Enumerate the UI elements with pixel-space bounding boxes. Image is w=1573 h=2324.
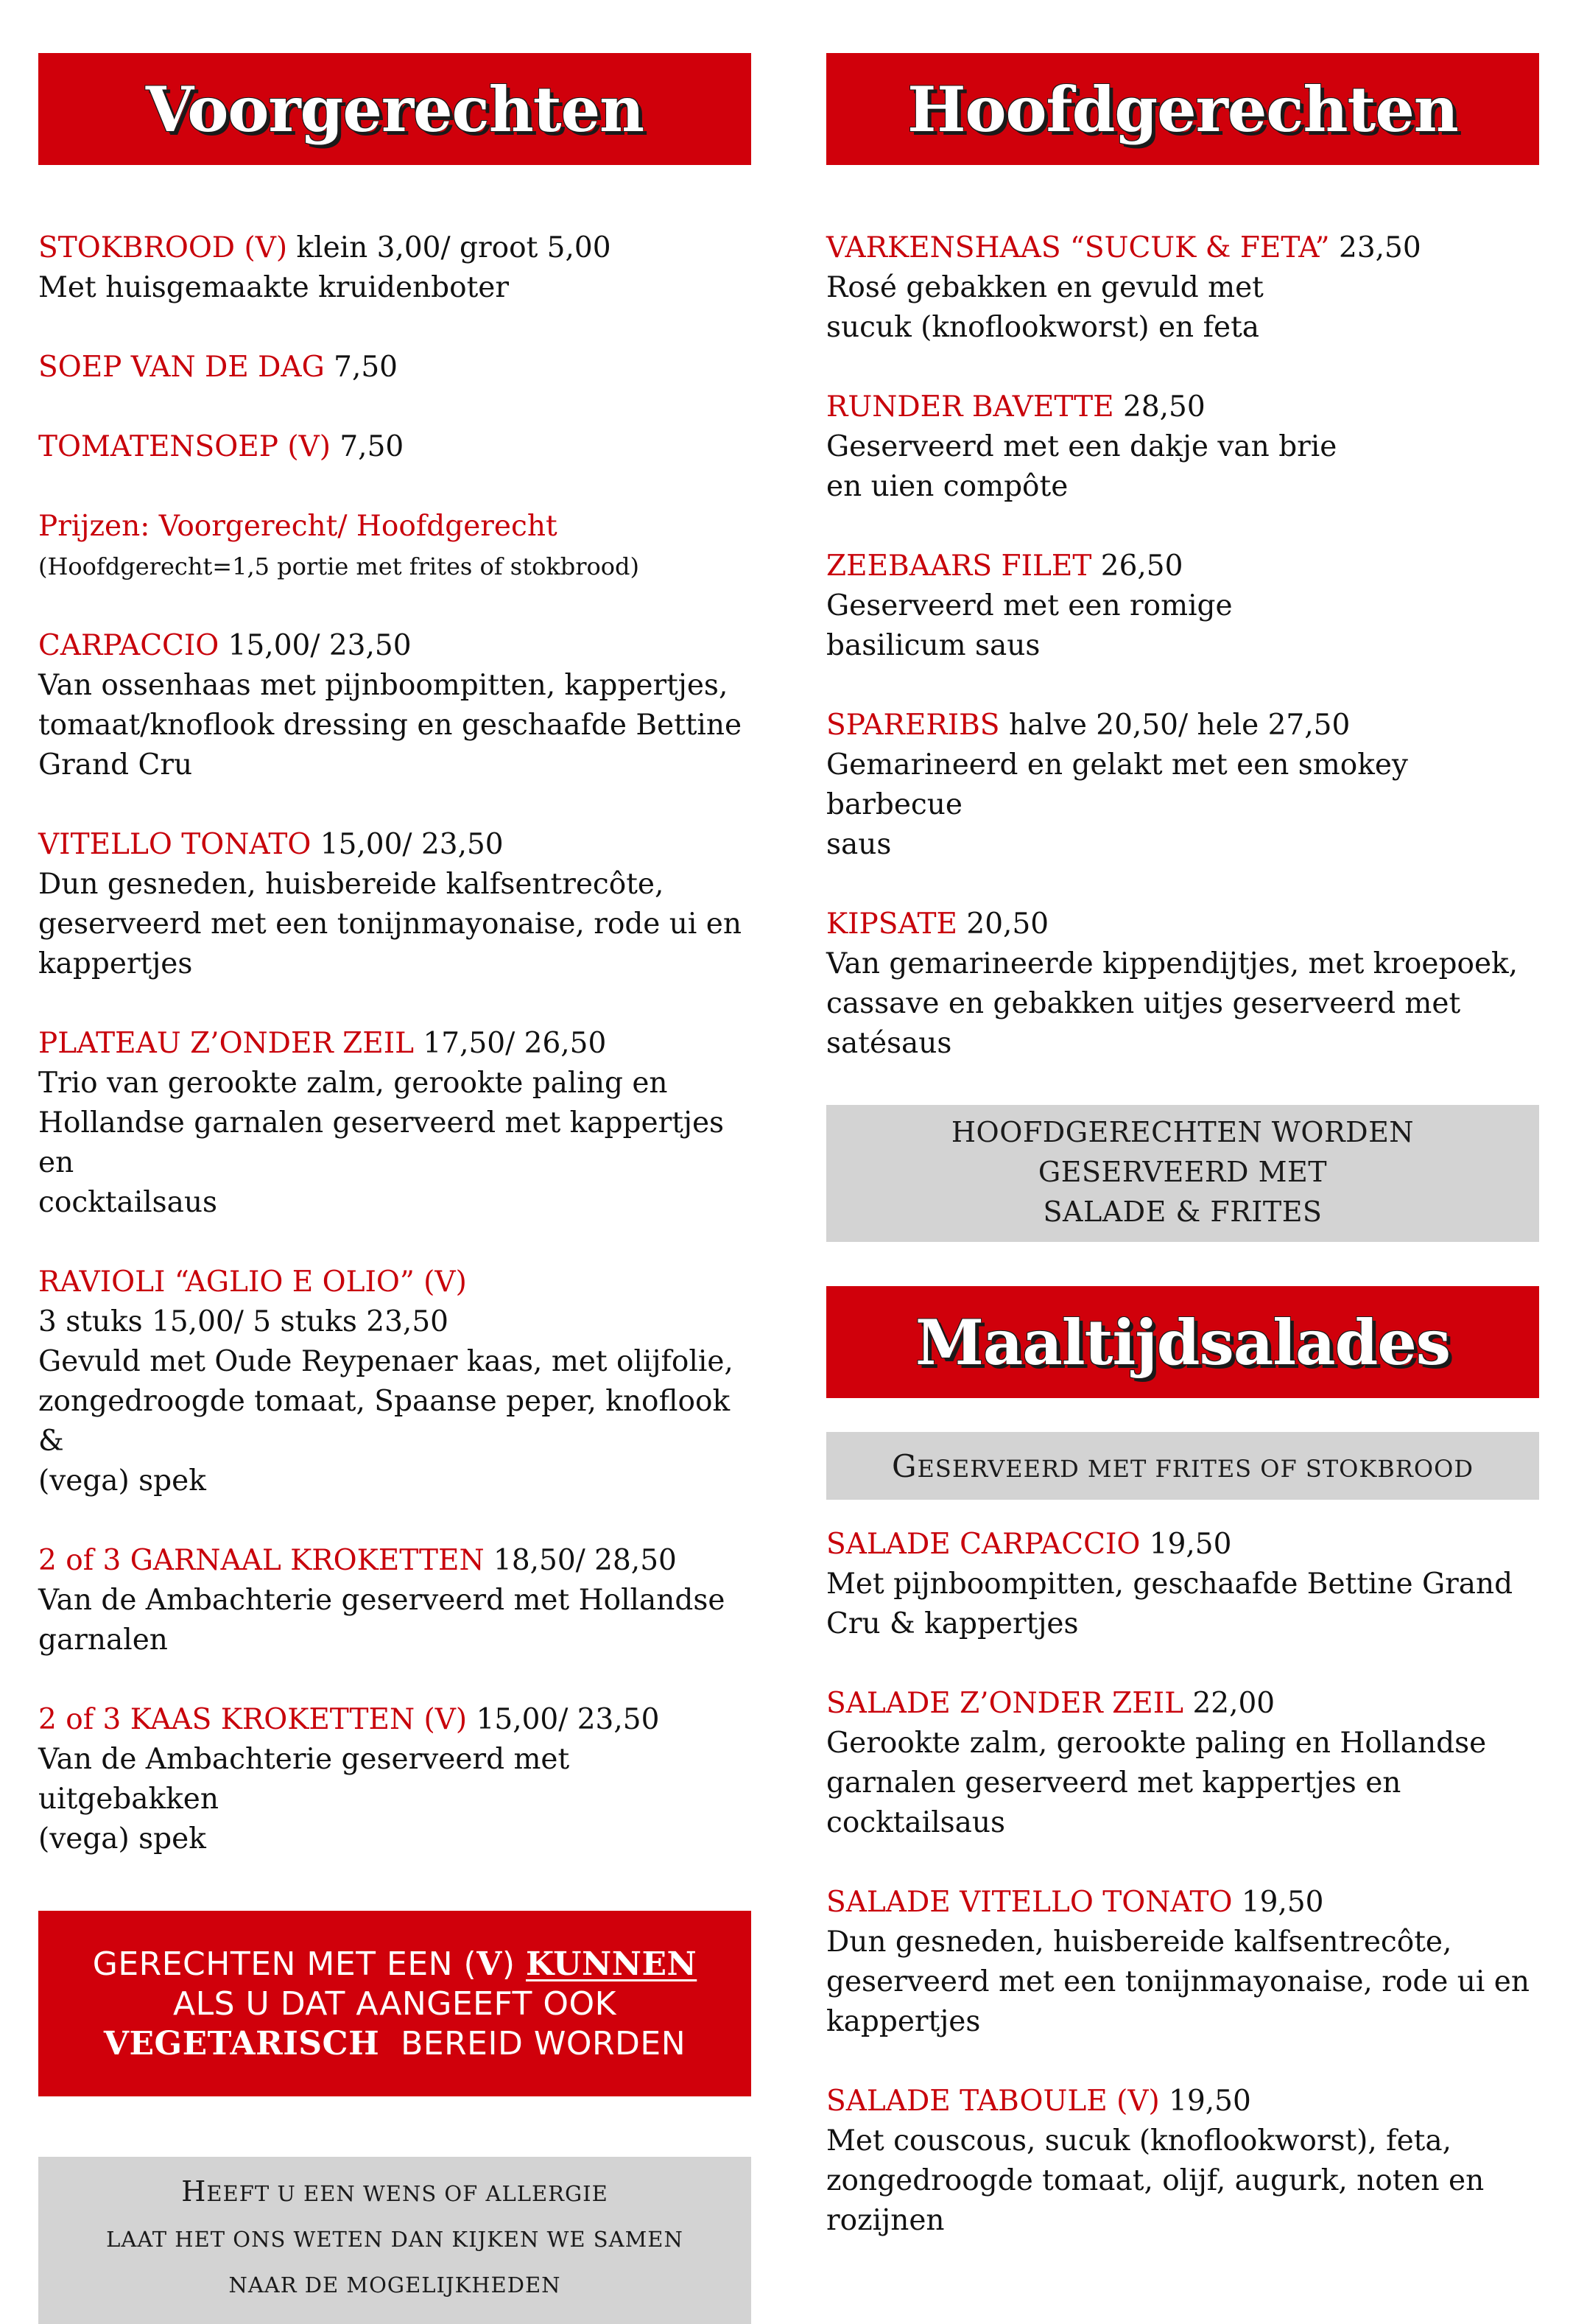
menu-item-description: Dun gesneden, huisbereide kalfsentrecôte, xyxy=(826,1925,1452,1959)
allergy-notice xyxy=(38,2157,751,2324)
menu-item xyxy=(38,626,751,785)
menu-item-description: Cru & kappertjes xyxy=(826,1607,1079,1640)
served-with-line-1: HOOFDGERECHTEN WORDEN xyxy=(951,1116,1415,1148)
menu-item-price: 20,50 xyxy=(966,908,1049,941)
menu-item-description: cocktailsaus xyxy=(38,1186,218,1219)
menu-item xyxy=(38,1700,751,1859)
menu-item xyxy=(38,1541,751,1660)
menu-item-description: en uien compôte xyxy=(826,470,1069,503)
menu-item-name: VITELLO TONATO xyxy=(38,828,312,861)
menu-item-description: saus xyxy=(826,828,892,861)
menu-item-price: 7,50 xyxy=(334,351,398,384)
menu-item-name: STOKBROOD (V) xyxy=(38,231,288,264)
menu-item xyxy=(826,1883,1539,2042)
notice-emphasis-kunnen: KUNNEN xyxy=(526,1945,697,1983)
menu-item-name: 2 of 3 GARNAAL KROKETTEN xyxy=(38,1544,485,1577)
menu-item xyxy=(38,1024,751,1223)
salads-served-with-text: GESERVEERD MET FRITES OF STOKBROOD xyxy=(891,1447,1474,1484)
menu-item-description: Geserveerd met een dakje van brie xyxy=(826,430,1337,463)
menu-item-description: Met couscous, sucuk (knoflookworst), feta, xyxy=(826,2124,1451,2158)
menu-item-name: SALADE CARPACCIO xyxy=(826,1528,1141,1561)
menu-item-description: Met pijnboompitten, geschaafde Bettine Grand xyxy=(826,1568,1513,1601)
menu-item-name: VARKENSHAAS “SUCUK & FETA” xyxy=(826,231,1330,264)
menu-item xyxy=(826,706,1539,865)
menu-item-price: 19,50 xyxy=(1241,1886,1324,1919)
menu-item-description: geserveerd met een tonijnmayonaise, rode ui en xyxy=(826,1965,1530,1998)
menu-item-description: Gemarineerd en gelakt met een smokey barbecue xyxy=(826,748,1408,821)
menu-item xyxy=(38,825,751,984)
menu-item-description: zongedroogde tomaat, Spaanse peper, knoflook & xyxy=(38,1385,731,1458)
hoofdgerechten-list xyxy=(826,228,1539,1064)
notice-line-1: GERECHTEN MET EEN (V) KUNNEN xyxy=(92,1945,697,1983)
hoofdgerechten-column xyxy=(826,53,1539,2241)
menu-item-description: sucuk (knoflookworst) en feta xyxy=(826,311,1260,344)
menu-item-price: 17,50/ 26,50 xyxy=(423,1027,607,1060)
menu-item-name: SALADE Z’ONDER ZEIL xyxy=(826,1687,1184,1720)
menu-item xyxy=(826,2082,1539,2241)
menu-item-price: 22,00 xyxy=(1192,1687,1275,1720)
menu-item-description: Dun gesneden, huisbereide kalfsentrecôte, xyxy=(38,868,664,901)
menu-item xyxy=(826,228,1539,348)
menu-item-price: 28,50 xyxy=(1123,390,1206,424)
menu-item-description: 3 stuks 15,00/ 5 stuks 23,50 xyxy=(38,1305,448,1338)
menu-item-description: (vega) spek xyxy=(38,1464,206,1498)
menu-item-description: Grand Cru xyxy=(38,748,193,782)
menu-item-description: kappertjes xyxy=(38,947,193,980)
menu-item-price: halve 20,50/ hele 27,50 xyxy=(1008,709,1351,742)
maaltijdsalades-banner xyxy=(826,1286,1539,1398)
menu-item-description: Van de Ambachterie geserveerd met uitgebakken xyxy=(38,1743,570,1816)
served-with-notice xyxy=(826,1105,1539,1242)
menu-item xyxy=(826,1525,1539,1644)
menu-item-description: Met huisgemaakte kruidenboter xyxy=(38,271,509,304)
menu-item-price: 18,50/ 28,50 xyxy=(493,1544,677,1577)
allergy-line-3: NAAR DE MOGELIJKHEDEN xyxy=(228,2272,561,2297)
voorgerechten-list xyxy=(38,228,751,1859)
menu-item-description: Van de Ambachterie geserveerd met Hollandse xyxy=(38,1584,725,1617)
menu-item xyxy=(826,1684,1539,1843)
menu-item xyxy=(38,507,751,586)
maaltijdsalades-list xyxy=(826,1525,1539,2241)
salads-served-with xyxy=(826,1432,1539,1500)
menu-item-name: RAVIOLI “AGLIO E OLIO” (V) xyxy=(38,1265,467,1299)
section-title: Hoofdgerechten xyxy=(907,72,1458,146)
notice-line-2: ALS U DAT AANGEEFT OOK xyxy=(173,1985,616,2023)
menu-item-price: 15,00/ 23,50 xyxy=(320,828,504,861)
menu-item-description: rozijnen xyxy=(826,2204,945,2237)
menu-item-name: SPARERIBS xyxy=(826,709,1000,742)
menu-item-name: Prijzen: Voorgerecht/ Hoofdgerecht xyxy=(38,510,557,543)
menu-item-description: (vega) spek xyxy=(38,1822,206,1856)
menu-item-description: Van gemarineerde kippendijtjes, met kroepoek, xyxy=(826,947,1519,980)
menu-item xyxy=(38,427,751,467)
menu-item-name: CARPACCIO xyxy=(38,629,219,662)
menu-item-name: ZEEBAARS FILET xyxy=(826,550,1092,583)
menu-item-name: SALADE VITELLO TONATO xyxy=(826,1886,1233,1919)
menu-item-name: 2 of 3 KAAS KROKETTEN (V) xyxy=(38,1703,468,1736)
menu-item-description: tomaat/knoflook dressing en geschaafde Bettine xyxy=(38,709,742,742)
menu-item-description: Van ossenhaas met pijnboompitten, kappertjes, xyxy=(38,669,728,702)
menu-item-price: 15,00/ 23,50 xyxy=(228,629,412,662)
menu-item-description: kappertjes xyxy=(826,2005,981,2038)
notice-line-3: VEGETARISCH BEREID WORDEN xyxy=(103,2025,686,2063)
menu-item xyxy=(38,228,751,308)
menu-item-name: SALADE TABOULE (V) xyxy=(826,2085,1160,2118)
menu-item xyxy=(826,387,1539,507)
voorgerechten-banner xyxy=(38,53,751,165)
menu-item-description: Trio van gerookte zalm, gerookte paling en xyxy=(38,1067,668,1100)
allergy-line-2: LAAT HET ONS WETEN DAN KIJKEN WE SAMEN xyxy=(106,2227,683,2252)
menu-item xyxy=(38,1263,751,1501)
menu-item-name: PLATEAU Z’ONDER ZEIL xyxy=(38,1027,415,1060)
menu-item-description: Rosé gebakken en gevuld met xyxy=(826,271,1264,304)
served-with-line-3: SALADE & FRITES xyxy=(1043,1196,1323,1228)
section-title: Voorgerechten xyxy=(145,72,644,146)
menu-item-description: cassave en gebakken uitjes geserveerd met xyxy=(826,987,1461,1020)
menu-item-price: 26,50 xyxy=(1100,550,1183,583)
menu-item-name: SOEP VAN DE DAG xyxy=(38,351,325,384)
voorgerechten-column xyxy=(38,53,751,2324)
menu-item-price: 19,50 xyxy=(1169,2085,1251,2118)
menu-item-price: 7,50 xyxy=(339,430,404,463)
menu-item-price: 15,00/ 23,50 xyxy=(476,1703,660,1736)
menu-item-name: KIPSATE xyxy=(826,908,958,941)
menu-item xyxy=(38,348,751,387)
menu-item-description: basilicum saus xyxy=(826,629,1041,662)
menu-item-description: satésaus xyxy=(826,1027,952,1060)
menu-item xyxy=(826,547,1539,666)
menu-item-name: RUNDER BAVETTE xyxy=(826,390,1114,424)
menu-item-description: geserveerd met een tonijnmayonaise, rode ui en xyxy=(38,908,742,941)
menu-item-description: Geserveerd met een romige xyxy=(826,589,1233,622)
menu-item-description: zongedroogde tomaat, olijf, augurk, noten en xyxy=(826,2164,1485,2197)
section-title: Maaltijdsalades xyxy=(915,1305,1451,1379)
menu-item-description: cocktailsaus xyxy=(826,1806,1006,1839)
menu-item-name: TOMATENSOEP (V) xyxy=(38,430,331,463)
menu-item xyxy=(826,905,1539,1064)
allergy-line-1: HEEFT U EEN WENS OF ALLERGIE xyxy=(181,2175,608,2208)
menu-item-price: klein 3,00/ groot 5,00 xyxy=(296,231,611,264)
vegetarian-notice xyxy=(38,1911,751,2096)
menu-item-price: 23,50 xyxy=(1339,231,1421,264)
menu-item-price: 19,50 xyxy=(1149,1528,1232,1561)
hoofdgerechten-banner xyxy=(826,53,1539,165)
menu-item-description: garnalen geserveerd met kappertjes en xyxy=(826,1766,1401,1800)
menu-item-note: (Hoofdgerecht=1,5 portie met frites of stokbrood) xyxy=(38,552,639,580)
served-with-line-2: GESERVEERD MET xyxy=(1038,1156,1328,1188)
menu-item-description: Gerookte zalm, gerookte paling en Hollandse xyxy=(826,1727,1487,1760)
menu-item-description: Gevuld met Oude Reypenaer kaas, met olijfolie, xyxy=(38,1345,733,1378)
menu-item-description: Hollandse garnalen geserveerd met kappertjes en xyxy=(38,1106,725,1179)
menu-item-description: garnalen xyxy=(38,1623,168,1657)
